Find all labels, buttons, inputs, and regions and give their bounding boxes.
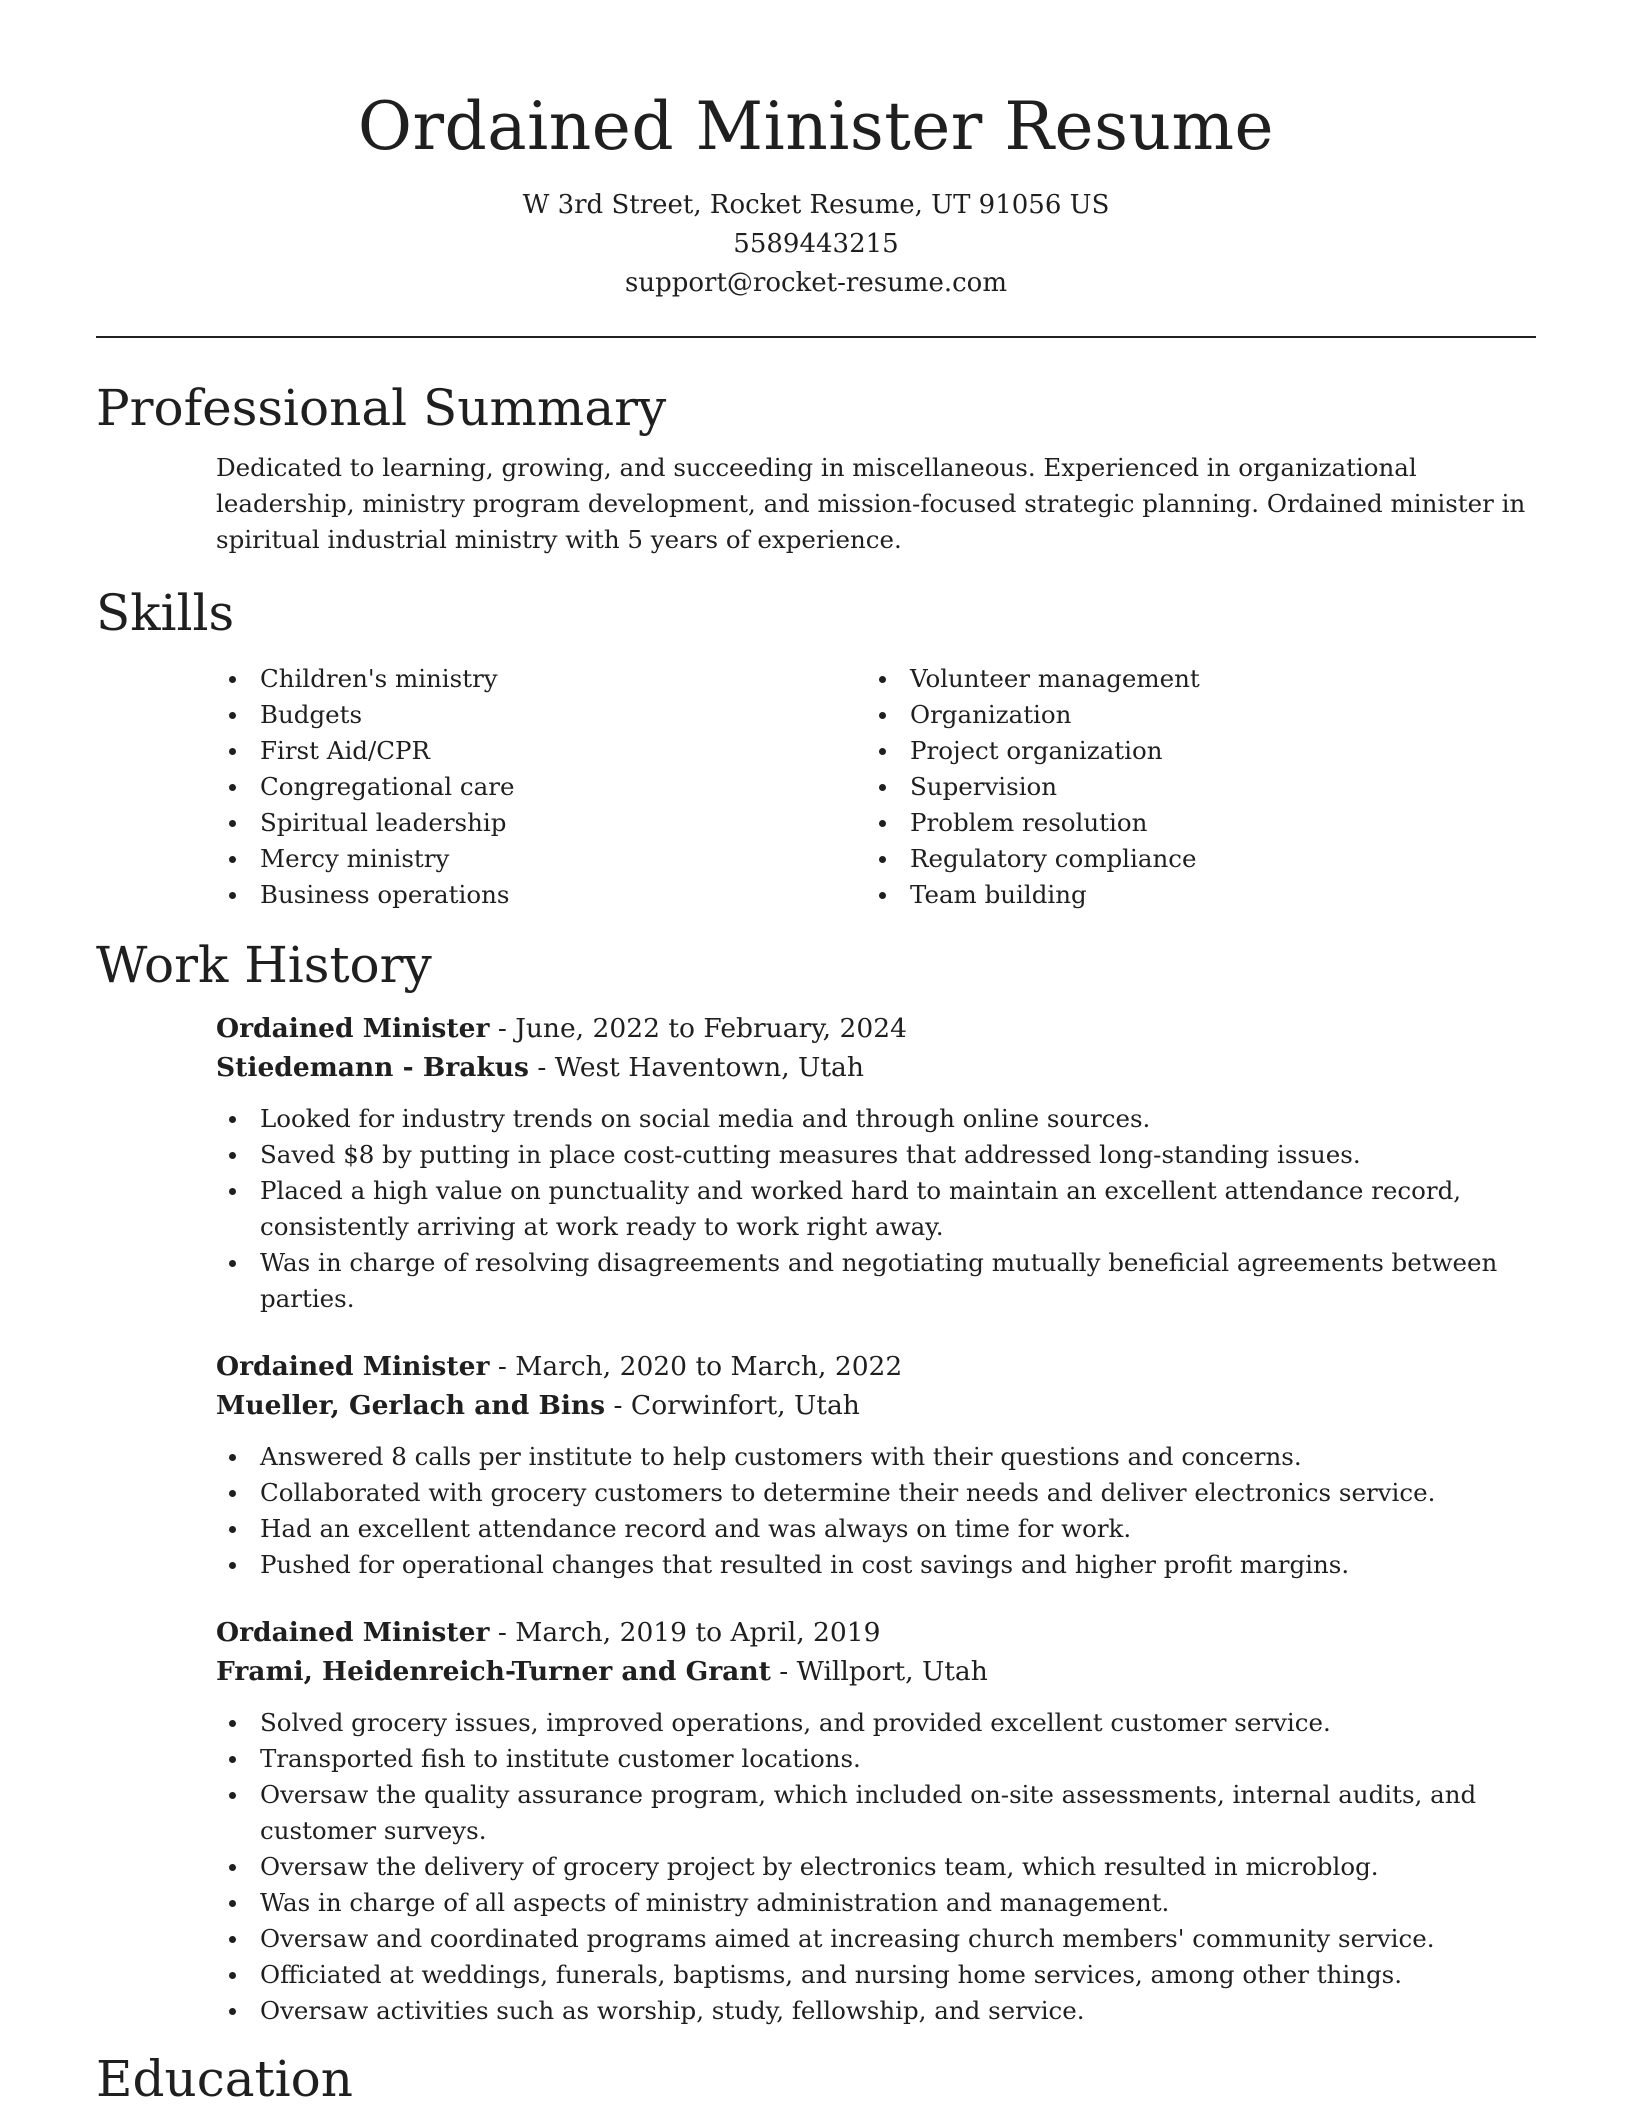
- job-bullet: Was in charge of all aspects of ministry administration and management.: [216, 1885, 1536, 1921]
- resume-page: [96, 0, 1536, 2109]
- job-bullet: Transported fish to institute customer locations.: [216, 1741, 1536, 1777]
- skill-item: Children's ministry: [216, 661, 866, 697]
- job-bullet: Solved grocery issues, improved operations, and provided excellent customer service.: [216, 1705, 1536, 1741]
- skill-item: Spiritual leadership: [216, 805, 866, 841]
- job-role-line: Ordained Minister - March, 2019 to April, 2019: [216, 1617, 881, 1648]
- job-bullet: Officiated at weddings, funerals, baptisms, and nursing home services, among other things.: [216, 1957, 1536, 1993]
- job-bullet: Was in charge of resolving disagreements and negotiating mutually beneficial agreements between parties.: [216, 1245, 1536, 1317]
- header-divider: [96, 336, 1536, 338]
- contact-block: [96, 186, 1536, 303]
- skill-item: Regulatory compliance: [866, 841, 1516, 877]
- job-location: Willport, Utah: [796, 1656, 988, 1687]
- summary-heading: Professional Summary: [96, 379, 667, 437]
- job-dates: March, 2020 to March, 2022: [515, 1351, 903, 1382]
- job-bullets: [216, 1439, 1536, 1583]
- job-bullet: Oversaw the delivery of grocery project by electronics team, which resulted in microblog.: [216, 1849, 1536, 1885]
- skill-item: Volunteer management: [866, 661, 1516, 697]
- skills-column-1: [216, 661, 866, 913]
- job-role: Ordained Minister: [216, 1351, 490, 1382]
- skills-heading: Skills: [96, 584, 235, 642]
- job-bullet: Placed a high value on punctuality and worked hard to maintain an excellent attendance record, consistently arriving at work ready to work right away.: [216, 1173, 1536, 1245]
- summary-text: Dedicated to learning, growing, and succeeding in miscellaneous. Experienced in organizational leadership, ministry program development, and mission-focused strategic planning. Ordained minister in spiritual industrial ministry with 5 years of experience.: [216, 453, 1526, 554]
- skill-item: Problem resolution: [866, 805, 1516, 841]
- job-bullets: [216, 1101, 1536, 1317]
- job-bullets: [216, 1705, 1536, 2029]
- job-bullet: Oversaw and coordinated programs aimed at increasing church members' community service.: [216, 1921, 1536, 1957]
- job-role-line: Ordained Minister - March, 2020 to March, 2022: [216, 1351, 903, 1382]
- skills-list: [216, 661, 1536, 913]
- job-company: Frami, Heidenreich-Turner and Grant: [216, 1656, 771, 1687]
- job-location: Corwinfort, Utah: [630, 1390, 860, 1421]
- skill-item: Team building: [866, 877, 1516, 913]
- skill-item: Congregational care: [216, 769, 866, 805]
- job-role-line: Ordained Minister - June, 2022 to February, 2024: [216, 1013, 907, 1044]
- job-company-line: Frami, Heidenreich-Turner and Grant - Willport, Utah: [216, 1656, 988, 1687]
- skill-item: Supervision: [866, 769, 1516, 805]
- job-company: Mueller, Gerlach and Bins: [216, 1390, 606, 1421]
- job-bullet: Oversaw the quality assurance program, which included on-site assessments, internal audits, and customer surveys.: [216, 1777, 1536, 1849]
- job-bullet: Looked for industry trends on social media and through online sources.: [216, 1101, 1536, 1137]
- job-role: Ordained Minister: [216, 1617, 490, 1648]
- job-location: West Haventown, Utah: [554, 1052, 864, 1083]
- job-dates: March, 2019 to April, 2019: [515, 1617, 881, 1648]
- job-dates: June, 2022 to February, 2024: [515, 1013, 907, 1044]
- job-entry: [216, 1613, 1536, 2029]
- job-bullet: Pushed for operational changes that resulted in cost savings and higher profit margins.: [216, 1547, 1536, 1583]
- skill-item: Business operations: [216, 877, 866, 913]
- job-company: Stiedemann - Brakus: [216, 1052, 529, 1083]
- job-bullet: Had an excellent attendance record and was always on time for work.: [216, 1511, 1536, 1547]
- job-bullet: Collaborated with grocery customers to determine their needs and deliver electronics service.: [216, 1475, 1536, 1511]
- contact-address: W 3rd Street, Rocket Resume, UT 91056 US: [522, 190, 1110, 220]
- job-role: Ordained Minister: [216, 1013, 490, 1044]
- skill-item: Mercy ministry: [216, 841, 866, 877]
- contact-email: support@rocket-resume.com: [624, 268, 1007, 298]
- job-company-line: Mueller, Gerlach and Bins - Corwinfort, Utah: [216, 1390, 860, 1421]
- job-bullet: Saved $8 by putting in place cost-cutting measures that addressed long-standing issues.: [216, 1137, 1536, 1173]
- resume-header: [96, 0, 1536, 303]
- job-bullet: Answered 8 calls per institute to help customers with their questions and concerns.: [216, 1439, 1536, 1475]
- resume-title: Ordained Minister Resume: [357, 88, 1275, 165]
- skill-item: Project organization: [866, 733, 1516, 769]
- education-heading: Education: [96, 2050, 353, 2108]
- work-history-heading: Work History: [96, 936, 432, 994]
- job-company-line: Stiedemann - Brakus - West Haventown, Utah: [216, 1052, 864, 1083]
- job-entry: [216, 1009, 1536, 1317]
- skill-item: Budgets: [216, 697, 866, 733]
- skill-item: Organization: [866, 697, 1516, 733]
- job-bullet: Oversaw activities such as worship, study, fellowship, and service.: [216, 1993, 1536, 2029]
- job-entry: [216, 1347, 1536, 1583]
- skill-item: First Aid/CPR: [216, 733, 866, 769]
- contact-phone: 5589443215: [733, 229, 899, 259]
- skills-column-2: [866, 661, 1516, 913]
